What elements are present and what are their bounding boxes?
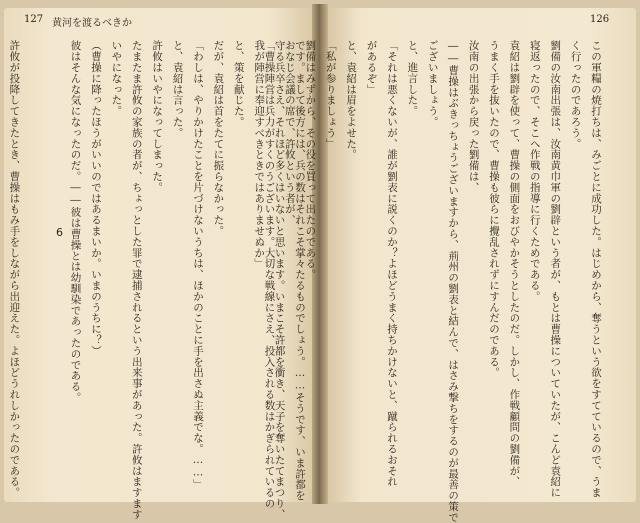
text-line: く行ったのであろう。: [569, 40, 582, 149]
text-line: ございましょう。: [426, 40, 439, 128]
text-line: 袁紹は劉辟を使って、曹操の側面をおびやかそうとしたのだ。しかし、作戦顧問の劉備が、: [508, 40, 521, 487]
left-page-text: [8, 40, 310, 520]
section-number: 6: [56, 226, 63, 239]
text-line: たまたま許攸の家族の者が、ちょっとした罪で逮捕されるという出来事があった。許攸はますます: [130, 40, 143, 520]
text-line: 「それは悪くないが、誰が劉表に説くのか？よほどうまく持ちかけないと、蹴られるおそれ: [385, 40, 398, 487]
text-line: うまく手を抜いたので、曹操も彼らに攪乱されずにすんだのである。: [487, 40, 500, 378]
text-line: 寝返ったので、そこへ作戦の指導に行くためである。: [528, 40, 541, 302]
left-page-number: 127: [24, 14, 44, 25]
text-line: 「曹操陣営は兵力がすくのうございます。大切な戦線にさえ、投入される数はかぎられているの: [263, 40, 276, 509]
text-line: だが、袁紹は首をたてに振らなかった。: [212, 40, 225, 237]
text-line: この軍糧の焼打ちは、みごとに成功した。はじめから、奪うという欲をすてているので、うま: [590, 40, 602, 498]
text-line: と、策を献じた。: [232, 40, 245, 128]
text-line: と、袁紹は眉をよせた。: [345, 40, 358, 160]
text-line: 汝南の出張から戻った劉備は、: [467, 40, 480, 193]
text-line: いやになった。: [110, 40, 123, 117]
text-line: 守る兵卒さえ、それほど多くはいないと思います。いまこそ許都を衝き、天子を奪いたてまつり、: [273, 40, 286, 520]
section-break: [24, 40, 44, 480]
text-line: 劉備の汝南出張は、汝南黄巾軍の劉辟という者が、もとは曹操についていたが、こんど袁紹に: [549, 40, 562, 498]
running-head: 黄河を渡るべきか: [52, 18, 132, 29]
text-line: です。まして後方には、兵の数はそれこそ掌々たるものでしょう。……そうです、いま許都を: [294, 40, 306, 501]
text-line: （曹操に降ったほうがいいのではあるまいか。いまのうちに？）: [89, 40, 102, 357]
text-line: おなじ会議の席で、許攸という者が、: [283, 40, 296, 226]
right-page-number: 126: [590, 14, 610, 25]
text-line: [0, 40, 4, 480]
text-line: 彼はそんな気になったのだ。――彼は曹操とは幼馴染であったのである。: [69, 40, 82, 403]
text-line: 劉備はみずから、その役を買って出たのである。: [304, 40, 317, 280]
text-line: があるぞ」: [365, 40, 378, 95]
text-line: 許攸はいやになってしまった。: [151, 40, 164, 193]
text-line: と、袁紹は言った。: [171, 40, 184, 139]
text-line: 我が陣営に奉迎すべきときではありませぬか」: [253, 40, 266, 269]
text-line: 許攸が投降してきたとき、曹操はもみ手をしながら出迎えた。よほどうれしかったのである。: [8, 40, 21, 498]
text-line: 「私が参りましょう」: [324, 40, 337, 149]
text-line: ――曹操はぶきっちょうございますから、荊州の劉表と結んで、はさみ撃ちをするのが最善の策で: [447, 40, 460, 523]
text-line: 「わしは、やりかけたことを片づけないうちは、ほかのことに手を出さぬ主義でな。……」: [191, 40, 204, 490]
text-line: と、進言した。: [406, 40, 419, 117]
section-break: [45, 40, 65, 480]
